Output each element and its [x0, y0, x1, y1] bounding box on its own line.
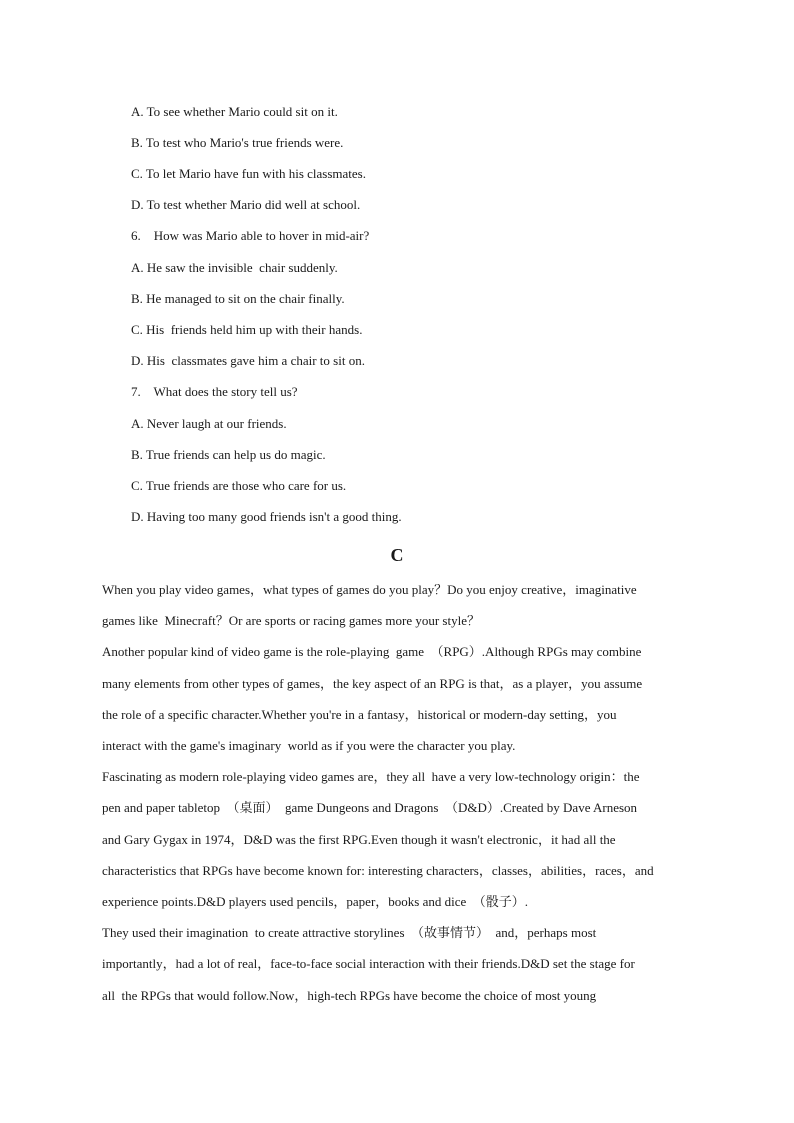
passage-line: the role of a specific character.Whether you're in a fantasy，historical or modern-day setting，you	[102, 707, 617, 722]
q7-option-b: B. True friends can help us do magic.	[131, 447, 326, 462]
section-heading: C	[390, 545, 404, 565]
passage-line: and Gary Gygax in 1974，D&D was the first RPG.Even though it wasn't electronic，it had all the	[102, 832, 616, 847]
passage-line: all the RPGs that would follow.Now，high-tech RPGs have become the choice of most young	[102, 988, 597, 1003]
passage-line: pen and paper tabletop （桌面） game Dungeons and Dragons （D&D）.Created by Dave Arneson	[102, 800, 638, 815]
q7-option-d: D. Having too many good friends isn't a good thing.	[131, 509, 402, 524]
passage-line: When you play video games，what types of games do you play？Do you enjoy creative，imaginative	[102, 582, 637, 597]
passage-line: Another popular kind of video game is the role-playing game （RPG）.Although RPGs may combine	[102, 644, 642, 659]
q6-option-d: D. His classmates gave him a chair to sit on.	[131, 353, 365, 368]
passage-line: Fascinating as modern role-playing video games are，they all have a very low-technology origin：the	[102, 769, 640, 784]
q5-option-c: C. To let Mario have fun with his classmates.	[131, 166, 366, 181]
q7-option-c: C. True friends are those who care for us.	[131, 478, 347, 493]
q5-option-d: D. To test whether Mario did well at school.	[131, 197, 361, 212]
q5-option-a: A. To see whether Mario could sit on it.	[131, 104, 338, 119]
q6-option-a: A. He saw the invisible chair suddenly.	[131, 260, 338, 275]
passage-line: games like Minecraft？Or are sports or racing games more your style？	[102, 613, 480, 628]
passage-line: many elements from other types of games，the key aspect of an RPG is that，as a player，you assume	[102, 676, 643, 691]
q5-option-b: B. To test who Mario's true friends were.	[131, 135, 344, 150]
passage-line: characteristics that RPGs have become known for: interesting characters，classes，abilities，races，and	[102, 863, 654, 878]
passage-line: experience points.D&D players used pencils，paper，books and dice （骰子）.	[102, 894, 529, 909]
q6-option-b: B. He managed to sit on the chair finally.	[131, 291, 345, 306]
passage-line: They used their imagination to create attractive storylines （故事情节） and，perhaps most	[102, 925, 597, 940]
q6-stem: 6. How was Mario able to hover in mid-air?	[131, 228, 370, 243]
q7-option-a: A. Never laugh at our friends.	[131, 416, 287, 431]
passage-line: interact with the game's imaginary world as if you were the character you play.	[102, 738, 516, 753]
q6-option-c: C. His friends held him up with their hands.	[131, 322, 363, 337]
q7-stem: 7. What does the story tell us?	[131, 384, 298, 399]
passage-line: importantly，had a lot of real，face-to-face social interaction with their friends.D&D set the stage for	[102, 956, 635, 971]
